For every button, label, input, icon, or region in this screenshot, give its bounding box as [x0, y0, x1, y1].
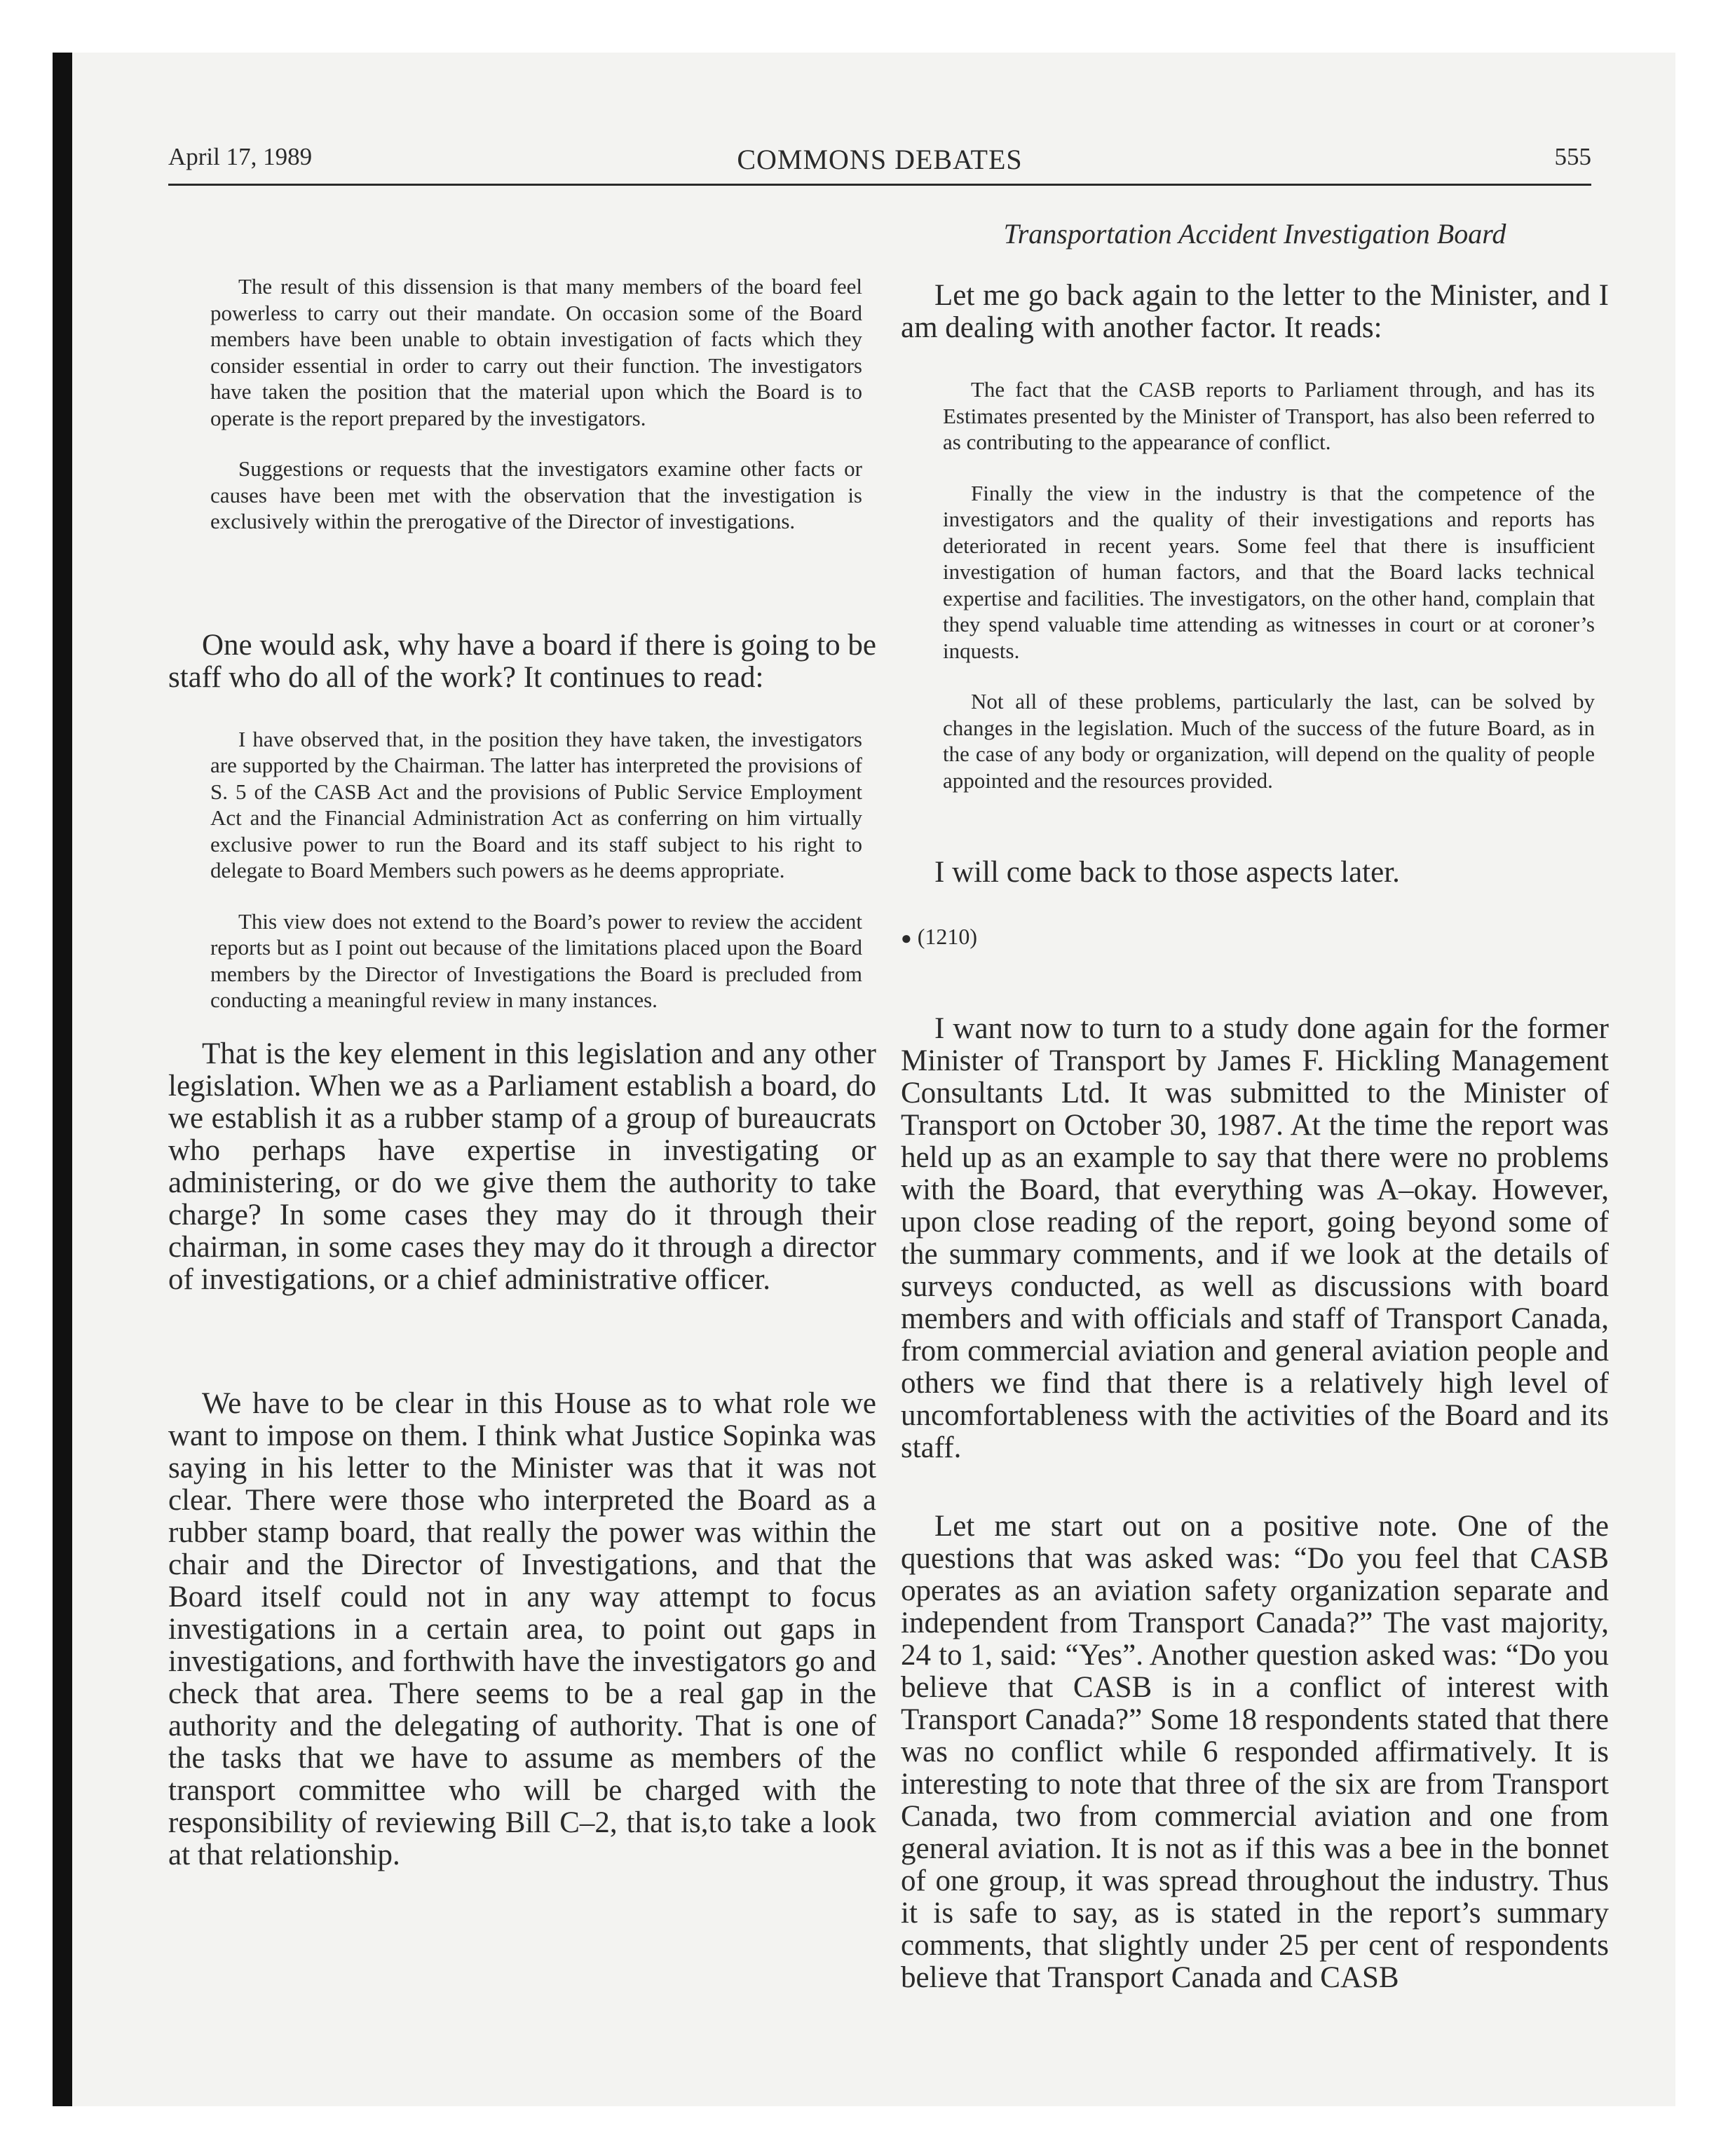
- speech-paragraph: Let me go back again to the letter to the Minister, and I am dealing with another factor. It reads:: [901, 279, 1609, 344]
- bullet-icon: ●: [901, 928, 912, 948]
- quote-paragraph: Suggestions or requests that the investigators examine other facts or causes have been met with the observation that the investigation is exclusively within the prerogative of the Director of investigations.: [210, 456, 862, 533]
- quote-paragraph: This view does not extend to the Board’s power to review the accident reports but as I point out because of the limitations placed upon the Board members by the Director of Investigations the Board is precluded from conducting a meaningful review in many instances.: [210, 908, 862, 1012]
- speech-paragraph: That is the key element in this legislation and any other legislation. When we as a Parliament establish a board, do we establish it as a rubber stamp of a group of bureaucrats who perhaps have expertise in investigating or administering, or do we give them the authority to take charge? In some cases they may do it through their chairman, in some cases they may do it through a director of investigations, or a chief administrative officer.: [168, 1037, 876, 1296]
- page-number: 555: [1554, 143, 1591, 170]
- running-head: Transportation Accident Investigation Board: [1003, 218, 1506, 250]
- quote-paragraph: I have observed that, in the position they have taken, the investigators are supported by the Chairman. The latter has interpreted the provisions of S. 5 of the CASB Act and the provisions of Public Service Employment Act and the Financial Administration Act as conferring on him virtually exclusive power to run the Board and its staff subject to his right to delegate to Board Members such powers as he deems appropriate.: [210, 726, 862, 882]
- quote-paragraph: The result of this dissension is that many members of the board feel powerless to carry out their mandate. On occasion some of the Board members have been unable to obtain investigation of facts which they consider essential in order to carry out their function. The investigators have taken the position that the material upon which the Board is to operate is the report prepared by the investigators.: [210, 274, 862, 430]
- speech-paragraph: Let me start out on a positive note. One of the questions that was asked was: “Do you feel that CASB operates as an aviation safety organization separate and independent from Transport Canada?” The vast majority, 24 to 1, said: “Yes”. Another question asked was: “Do you believe that CASB is in a conflict of interest with Transport Canada?” Some 18 respondents stated that there was no conflict while 6 responded affirmatively. It is interesting to note that three of the six are from Transport Canada, two from commercial aviation and one from general aviation. It is not as if this was a bee in the bonnet of one group, it was spread throughout the industry. Thus it is safe to say, as is stated in the report’s summary comments, that slightly under 25 per cent of respondents believe that Transport Canada and CASB: [901, 1510, 1609, 1994]
- header-rule: [168, 184, 1591, 186]
- page-header: [168, 140, 1591, 182]
- speech-paragraph: We have to be clear in this House as to what role we want to impose on them. I think what Justice Sopinka was saying in his letter to the Minister was that it was not clear. There were those who interpreted the Board as a rubber stamp board, that really the power was within the chair and the Director of Investigations, and that the Board itself could not in any way attempt to focus investigations in a certain area, to point out gaps in investigations, and forthwith have the investigators go and check that area. There seems to be a real gap in the authority and the delegating of authority. That is one of the tasks that we have to assume as members of the transport committee who will be charged with the responsibility of reviewing Bill C–2, that is,to take a look at that relationship.: [168, 1386, 876, 1871]
- scan-binding-edge: [53, 53, 72, 2106]
- time-marker: [901, 924, 1609, 950]
- quote-paragraph: The fact that the CASB reports to Parliament through, and has its Estimates presented by the Minister of Transport, has also been referred to as contributing to the appearance of conflict.: [943, 377, 1595, 454]
- speech-paragraph: One would ask, why have a board if there is going to be staff who do all of the work? It continues to read:: [168, 628, 876, 694]
- right-column: [901, 203, 1609, 2026]
- header-date: April 17, 1989: [168, 143, 313, 170]
- header-title: COMMONS DEBATES: [737, 144, 1023, 175]
- time-marker-label: (1210): [917, 924, 978, 949]
- quote-paragraph: Finally the view in the industry is that the competence of the investigators and the quality of their investigations and reports has deteriorated in recent years. Some feel that there is insufficient investigation of human factors, and that the Board lacks technical expertise and facilities. The investigators, on the other hand, complain that they spend valuable time attending as witnesses in court or at coroner’s inquests.: [943, 480, 1595, 663]
- quote-paragraph: Not all of these problems, particularly the last, can be solved by changes in the legislation. Much of the success of the future Board, as in the case of any body or organization, will depend on the quality of people appointed and the resources provided.: [943, 689, 1595, 793]
- speech-paragraph: I will come back to those aspects later.: [934, 856, 1400, 889]
- left-column: [168, 203, 876, 1904]
- speech-paragraph: I want now to turn to a study done again for the former Minister of Transport by James F. Hickling Management Consultants Ltd. It was submitted to the Minister of Transport on October 30, 1987. At the time the report was held up as an example to say that there were no problems with the Board, that everything was A–okay. However, upon close reading of the report, going beyond some of the summary comments, and if we look at the details of surveys conducted, as well as discussions with board members and with officials and staff of Transport Canada, from commercial aviation and general aviation people and others we find that there is a relatively high level of uncomfortableness with the activities of the Board and its staff.: [901, 1012, 1609, 1464]
